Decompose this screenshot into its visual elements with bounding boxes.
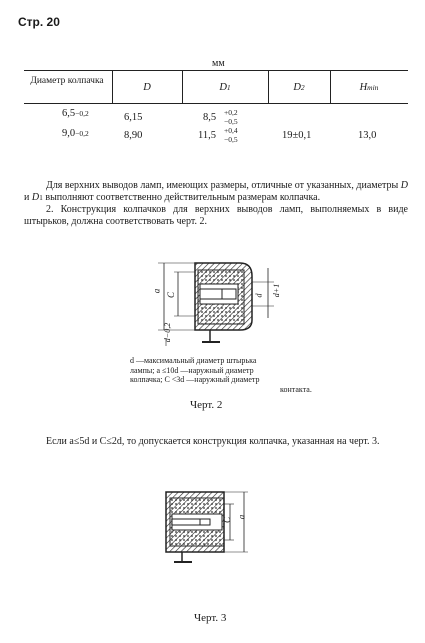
- fig2-legend-line: контакта.: [280, 384, 312, 394]
- fig2-label-a: a: [151, 288, 162, 294]
- figure-3-drawing: [150, 486, 260, 566]
- fig2-legend-line: лампы; a ≤10d —наружный диаметр: [130, 365, 254, 375]
- header-cap-diameter: Диаметр колпачка: [30, 76, 104, 86]
- row2-hmin: 13,0: [358, 130, 377, 141]
- row1-diameter: 6,5−0,2: [62, 108, 89, 119]
- table-top-rule: [24, 70, 408, 71]
- fig2-caption: Черт. 2: [190, 399, 223, 411]
- fig2-label-d1: d+1: [272, 283, 282, 298]
- fig2-legend-line: колпачка; C <3d —наружный диаметр: [130, 375, 260, 384]
- header-hmin: Hmin: [359, 82, 379, 93]
- paragraph-2: 2. Конструкция колпачков для верхних выводов ламп, выполняемых в виде штырьков, должна соответствовать черт. 2.: [24, 204, 408, 227]
- paragraph-3: Если a≤5d и C≤2d, то допускается конструкция колпачка, указанная на черт. 3.: [46, 436, 380, 447]
- row2-diameter: 9,0−0,2: [62, 128, 89, 139]
- fig2-legend: [130, 356, 360, 394]
- table-header-rule: [24, 103, 408, 104]
- fig3-label-c: C: [222, 516, 233, 524]
- row2-d1-tol-low: −0,5: [224, 135, 238, 144]
- header-d2: D2: [293, 82, 305, 93]
- fig2-label-d02: d−0,2: [163, 322, 173, 343]
- row1-d1-tol-low: −0,5: [224, 117, 238, 126]
- header-d1: D1: [219, 82, 231, 93]
- row2-d1-tol-up: +0,4: [224, 126, 238, 135]
- row1-d1: 8,5: [203, 112, 217, 123]
- table-units: мм: [212, 58, 225, 69]
- row2-d2: 19±0,1: [282, 130, 312, 141]
- fig2-legend-line: d —максимальный диаметр штырька: [130, 356, 257, 365]
- fig3-caption: Черт. 3: [194, 612, 227, 624]
- paragraph-1: Для верхних выводов ламп, имеющих размеры, отличные от указанных, диаметры D и D1 выполняют соответственно действительным размерам колпачка.: [24, 180, 408, 203]
- header-d: D: [143, 82, 151, 93]
- row1-d1-tol-up: +0,2: [224, 108, 238, 117]
- row2-d1: 11,5: [198, 130, 216, 141]
- fig2-label-c: C: [166, 291, 177, 299]
- fig3-label-a: a: [236, 514, 247, 520]
- page-number: Стр. 20: [18, 15, 60, 29]
- row2-d: 8,90: [124, 130, 143, 141]
- fig2-label-d: d: [254, 293, 264, 298]
- row1-d: 6,15: [124, 112, 143, 123]
